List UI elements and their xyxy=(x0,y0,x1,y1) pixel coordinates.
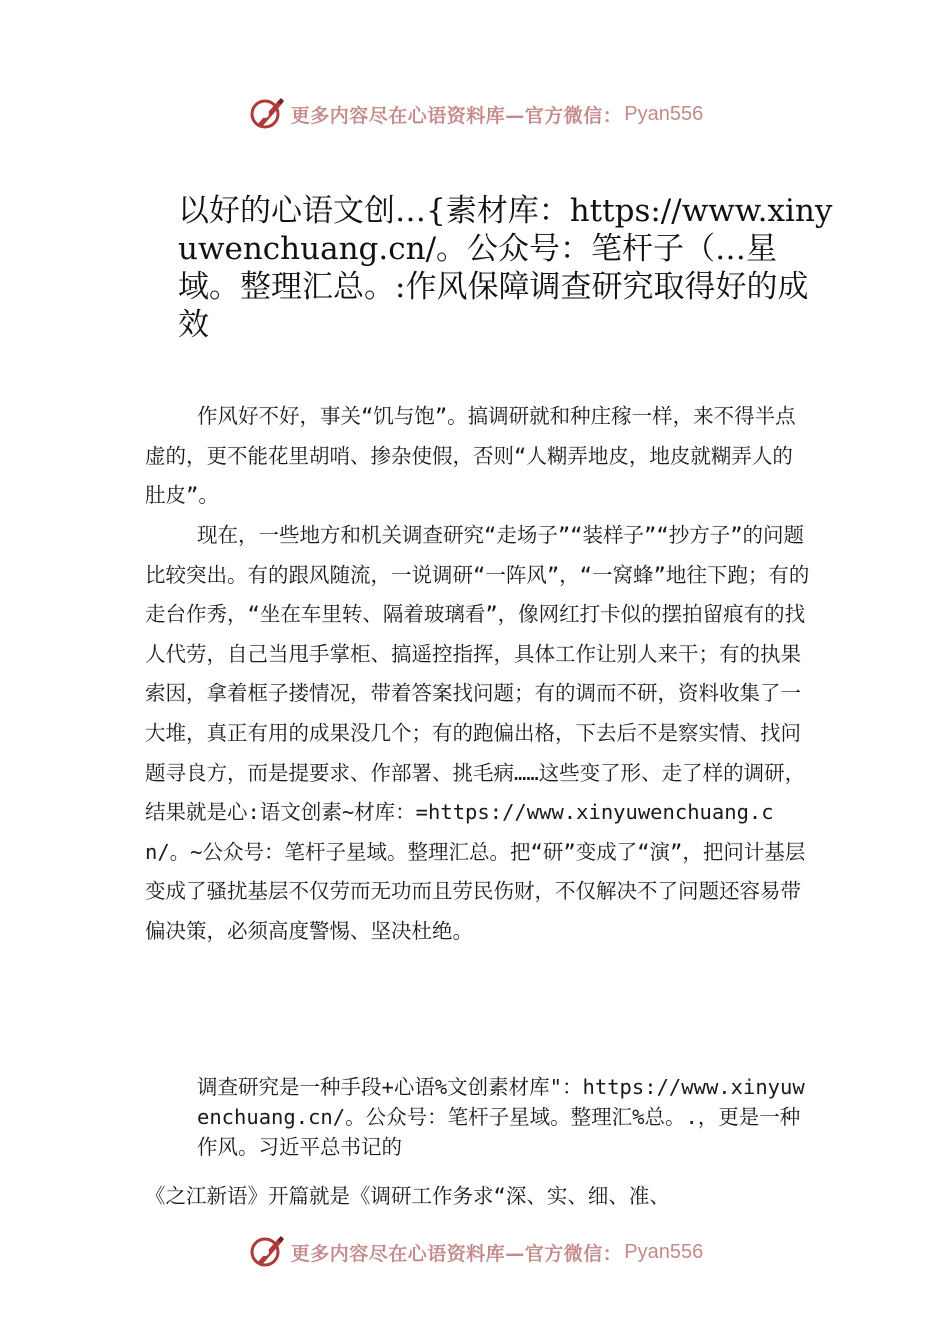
banner-wechat-id: Pyan556 xyxy=(624,102,704,125)
document-title: 以好的心语文创…{素材库：https://www.xinyuwenchuang.cn/。公众号：笔杆子（…星域。整理汇总。:作风保障调查研究取得好的成效 xyxy=(178,193,833,343)
header-banner xyxy=(0,92,950,136)
paragraph-2: 现在，一些地方和机关调查研究“走场子”“装样子”“抄方子”的问题比较突出。有的跟风随流，一说调研“一阵风”，“一窝蜂”地往下跑；有的走台作秀，“坐在车里转、隔着玻璃看”，像网红打卡似的摆拍留痕有的找人代劳，自己当甩手掌柜、搞遥控指挥，具体工作让别人来干；有的执果索因，拿着框子搂情况，带着答案找问题；有的调而不研，资料收集了一大堆，真正有用的成果没几个；有的跑偏出格，下去后不是察实情、找问题寻良方，而是提要求、作部署、挑毛病……这些变了形、走了样的调研，结果就是心:语文创素~材库：=https://www.xinyuwenchuang.cn/。~公众号：笔杆子星域。整理汇总。把“研”变成了“演”，把问计基层变成了骚扰基层不仅劳而无功而且劳民伤财，不仅解决不了问题还容易带偏决策，必须高度警惕、坚决杜绝。 xyxy=(145,523,810,943)
pen-logo-icon xyxy=(247,94,287,134)
banner-text: 更多内容尽在心语资料库—官方微信： xyxy=(290,104,623,127)
banner-wechat-id: Pyan556 xyxy=(624,1240,704,1263)
banner-text: 更多内容尽在心语资料库—官方微信： xyxy=(290,1242,623,1265)
paragraph-4: 《之江新语》开篇就是《调研工作务求“深、实、细、准、 xyxy=(145,1184,670,1208)
pen-logo-icon xyxy=(247,1232,287,1272)
footer-banner xyxy=(0,1230,950,1274)
paragraph-3: 调查研究是一种手段+心语%文创素材库"：https://www.xinyuwenchuang.cn/。公众号：笔杆子星域。整理汇%总。.，更是一种作风。习近平总书记的 xyxy=(197,1075,805,1159)
paragraph-1: 作风好不好，事关“饥与饱”。搞调研就和种庄稼一样，来不得半点虚的，更不能花里胡哨、掺杂使假，否则“人糊弄地皮，地皮就糊弄人的肚皮”。 xyxy=(145,404,796,508)
